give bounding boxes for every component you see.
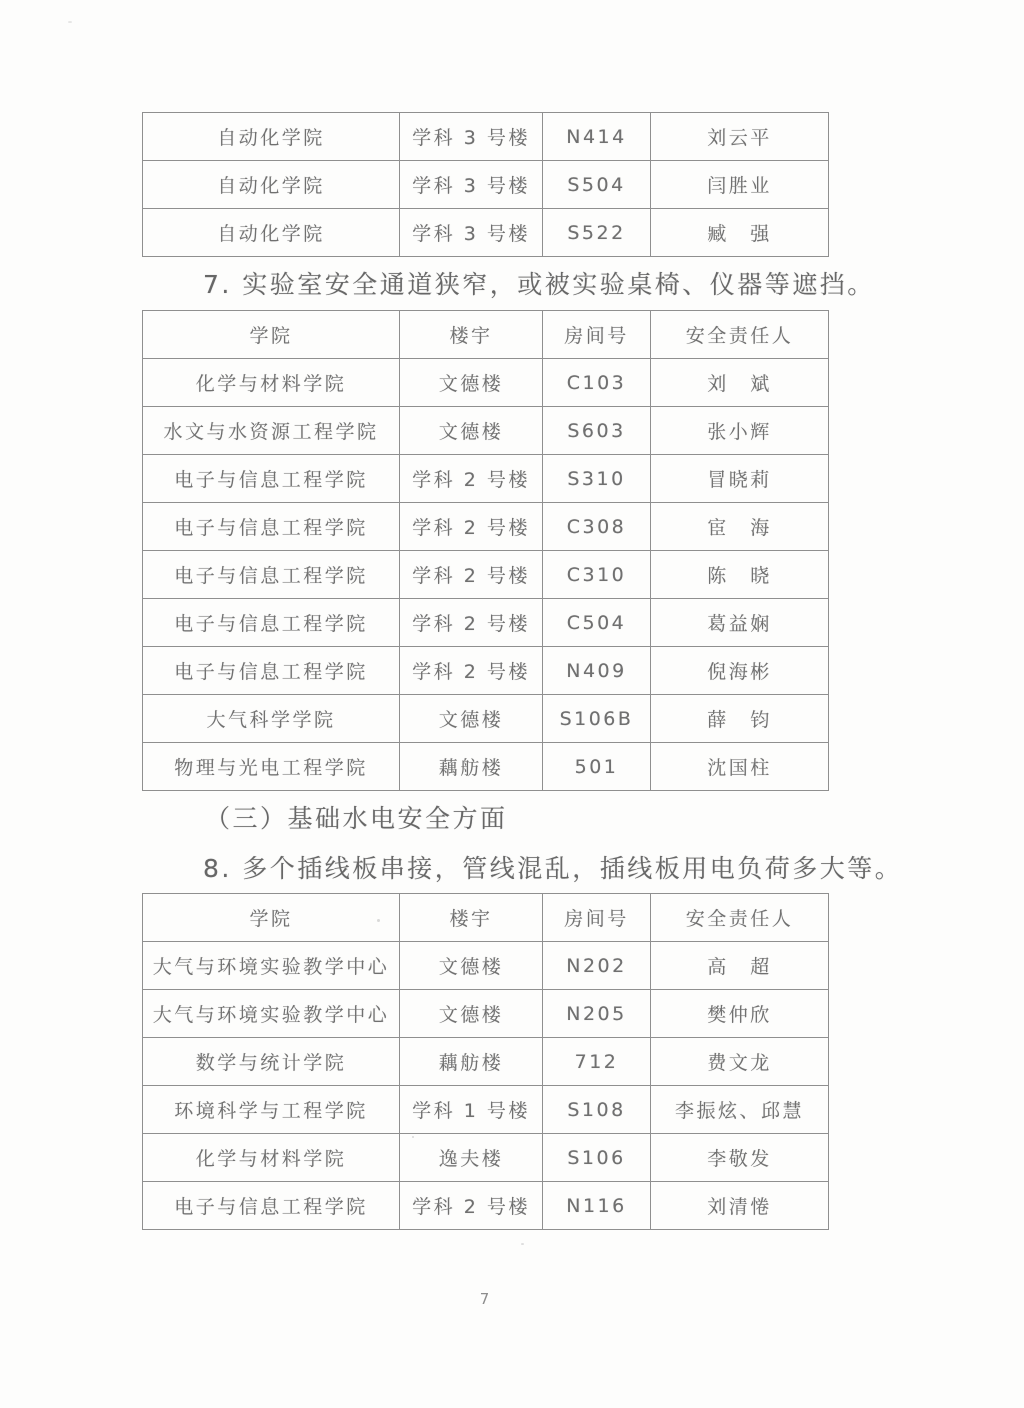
heading-section-3: （三）基础水电安全方面 <box>205 804 508 833</box>
table-cell: 学科 2 号楼 <box>400 503 543 551</box>
table-cell: 大气科学学院 <box>143 695 400 743</box>
table-cell: 学科 2 号楼 <box>400 647 543 695</box>
table-cell: 化学与材料学院 <box>143 1134 400 1182</box>
table-row <box>143 209 829 257</box>
table-cell: 学科 3 号楼 <box>400 209 543 257</box>
table-cell: 化学与材料学院 <box>143 359 400 407</box>
column-header: 楼宇 <box>400 894 543 942</box>
table-cell: N414 <box>543 113 651 161</box>
table-cell: 李振炫、邱慧 <box>651 1086 829 1134</box>
table-cell: 学科 3 号楼 <box>400 161 543 209</box>
table-cell: 文德楼 <box>400 407 543 455</box>
table-cell: C103 <box>543 359 651 407</box>
table-row <box>143 455 829 503</box>
table-cell: 电子与信息工程学院 <box>143 599 400 647</box>
table-row <box>143 161 829 209</box>
table-row <box>143 113 829 161</box>
table-cell: N116 <box>543 1182 651 1230</box>
table-cell: 臧 强 <box>651 209 829 257</box>
table-cell: 刘清惓 <box>651 1182 829 1230</box>
table-cell: 藕舫楼 <box>400 743 543 791</box>
table-cell: 自动化学院 <box>143 113 400 161</box>
table-cell: S603 <box>543 407 651 455</box>
table-cell: 费文龙 <box>651 1038 829 1086</box>
heading-item-7: 7. 实验室安全通道狭窄，或被实验桌椅、仪器等遮挡。 <box>203 270 875 299</box>
table-cell: 宦 海 <box>651 503 829 551</box>
table-item-8-rooms <box>142 893 829 1230</box>
table-item-7-rooms <box>142 310 829 791</box>
table-row <box>143 942 829 990</box>
page-number: 7 <box>479 1290 491 1308</box>
table-cell: 文德楼 <box>400 990 543 1038</box>
table-row <box>143 647 829 695</box>
table-row <box>143 743 829 791</box>
table-cell: 大气与环境实验教学中心 <box>143 990 400 1038</box>
column-header: 学院 <box>143 311 400 359</box>
table-cell: 逸夫楼 <box>400 1134 543 1182</box>
table-cell: 电子与信息工程学院 <box>143 455 400 503</box>
table-row <box>143 407 829 455</box>
table-cell: S310 <box>543 455 651 503</box>
table-row <box>143 1134 829 1182</box>
table-row <box>143 1086 829 1134</box>
column-header: 房间号 <box>543 311 651 359</box>
table-cell: C504 <box>543 599 651 647</box>
table-cell: 文德楼 <box>400 695 543 743</box>
table-cell: 电子与信息工程学院 <box>143 551 400 599</box>
table-cell: 沈国柱 <box>651 743 829 791</box>
table-row <box>143 1182 829 1230</box>
table-cell: 大气与环境实验教学中心 <box>143 942 400 990</box>
table-cell: 葛益娴 <box>651 599 829 647</box>
table-header-row <box>143 311 829 359</box>
table-cell: 水文与水资源工程学院 <box>143 407 400 455</box>
table-automation-college-continued <box>142 112 829 257</box>
table-cell: 樊仲欣 <box>651 990 829 1038</box>
table-cell: 高 超 <box>651 942 829 990</box>
table-cell: 物理与光电工程学院 <box>143 743 400 791</box>
table-cell: 501 <box>543 743 651 791</box>
table-cell: 数学与统计学院 <box>143 1038 400 1086</box>
table-cell: 文德楼 <box>400 942 543 990</box>
scan-speck <box>377 919 380 922</box>
column-header: 安全责任人 <box>651 894 829 942</box>
table-cell: 倪海彬 <box>651 647 829 695</box>
column-header: 学院 <box>143 894 400 942</box>
table-row <box>143 1038 829 1086</box>
table-cell: N409 <box>543 647 651 695</box>
scan-speck <box>412 1136 414 1138</box>
table-cell: 自动化学院 <box>143 209 400 257</box>
table-cell: C308 <box>543 503 651 551</box>
table-cell: S522 <box>543 209 651 257</box>
table-row <box>143 359 829 407</box>
scan-speck <box>521 1243 524 1245</box>
column-header: 房间号 <box>543 894 651 942</box>
heading-item-8: 8. 多个插线板串接，管线混乱，插线板用电负荷多大等。 <box>203 854 903 883</box>
table-cell: 学科 2 号楼 <box>400 599 543 647</box>
table-header-row <box>143 894 829 942</box>
table-row <box>143 599 829 647</box>
table-cell: N205 <box>543 990 651 1038</box>
table-cell: 学科 2 号楼 <box>400 1182 543 1230</box>
table-cell: 学科 2 号楼 <box>400 551 543 599</box>
table-cell: S106 <box>543 1134 651 1182</box>
table-cell: 薛 钧 <box>651 695 829 743</box>
table-cell: 学科 1 号楼 <box>400 1086 543 1134</box>
table-cell: S106B <box>543 695 651 743</box>
table-cell: N202 <box>543 942 651 990</box>
table-cell: 电子与信息工程学院 <box>143 503 400 551</box>
table-row <box>143 551 829 599</box>
table-row <box>143 695 829 743</box>
table-row <box>143 990 829 1038</box>
table-cell: 李敬发 <box>651 1134 829 1182</box>
table-cell: 陈 晓 <box>651 551 829 599</box>
table-cell: 闫胜业 <box>651 161 829 209</box>
table-cell: S504 <box>543 161 651 209</box>
table-cell: 张小辉 <box>651 407 829 455</box>
column-header: 安全责任人 <box>651 311 829 359</box>
scan-speck <box>68 21 72 23</box>
table-cell: 冒晓莉 <box>651 455 829 503</box>
table-cell: 电子与信息工程学院 <box>143 647 400 695</box>
table-cell: 藕舫楼 <box>400 1038 543 1086</box>
table-cell: 电子与信息工程学院 <box>143 1182 400 1230</box>
table-cell: 刘 斌 <box>651 359 829 407</box>
table-row <box>143 503 829 551</box>
table-cell: S108 <box>543 1086 651 1134</box>
table-cell: C310 <box>543 551 651 599</box>
table-cell: 712 <box>543 1038 651 1086</box>
table-cell: 自动化学院 <box>143 161 400 209</box>
table-cell: 刘云平 <box>651 113 829 161</box>
table-cell: 学科 2 号楼 <box>400 455 543 503</box>
column-header: 楼宇 <box>400 311 543 359</box>
table-cell: 环境科学与工程学院 <box>143 1086 400 1134</box>
table-cell: 文德楼 <box>400 359 543 407</box>
table-cell: 学科 3 号楼 <box>400 113 543 161</box>
